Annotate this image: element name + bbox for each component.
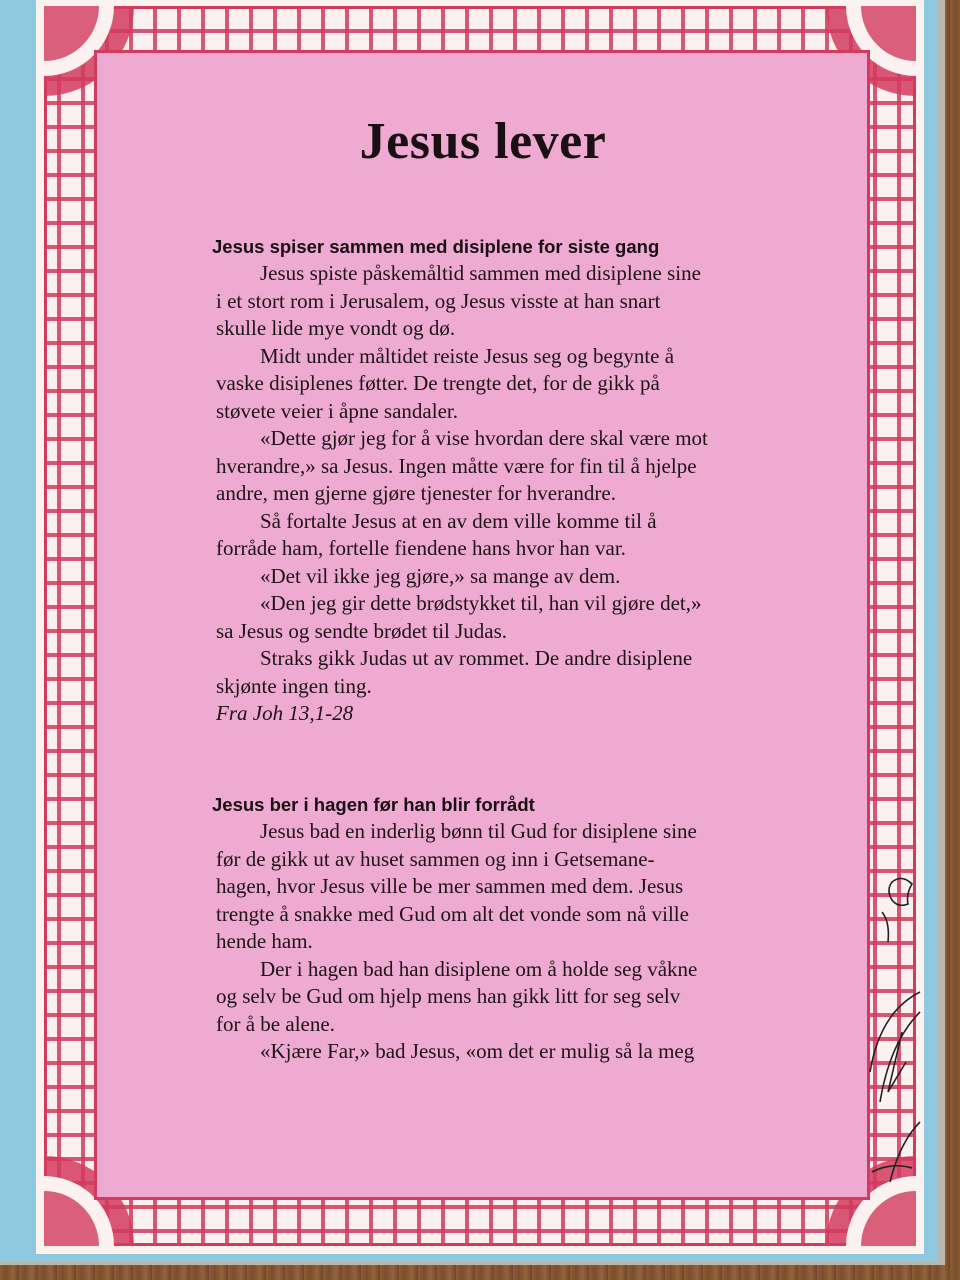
plant-illustration-icon [862, 872, 922, 1202]
text-line: hverandre,» sa Jesus. Ingen måtte være for fin til å hjelpe [216, 453, 697, 478]
text-line: forråde ham, fortelle fiendene hans hvor han var. [216, 536, 626, 560]
text-line: «Den jeg gir dette brødstykket til, han vil gjøre det,» [260, 591, 702, 615]
text-line: Så fortalte Jesus at en av dem ville komme til å [260, 508, 657, 533]
text-line: sa Jesus og sendte brødet til Judas. [216, 618, 508, 643]
section-body [118, 818, 848, 1066]
section-heading: Jesus spiser sammen med disiplene for siste gang [212, 236, 660, 257]
text-line: trengte å snakke med Gud om alt det vonde som nå ville [216, 901, 689, 926]
text-line: Midt under måltidet reiste Jesus seg og begynte å [260, 343, 675, 368]
text-line: Straks gikk Judas ut av rommet. De andre disiplene [260, 646, 693, 670]
text-line: andre, men gjerne gjøre tjenester for hverandre. [216, 481, 616, 505]
section-garden-prayer [118, 792, 848, 1066]
page-title: Jesus lever [359, 113, 607, 170]
text-line: Der i hagen bad han disiplene om å holde seg våkne [260, 956, 698, 981]
text-line: skulle lide mye vondt og dø. [216, 316, 456, 340]
text-line: før de gikk ut av huset sammen og inn i Getsemane- [216, 846, 655, 871]
text-line: vaske disiplenes føtter. De trengte det, for de gikk på [216, 371, 660, 395]
text-line: i et stort rom i Jerusalem, og Jesus visste at han snart [216, 288, 661, 313]
text-line: «Det vil ikke jeg gjøre,» sa mange av dem. [260, 563, 621, 588]
text-line: for å be alene. [216, 1011, 335, 1036]
text-line: Jesus spiste påskemåltid sammen med disiplene sine [260, 261, 701, 285]
text-line: hende ham. [216, 929, 313, 953]
page-content [118, 70, 848, 1063]
section-last-supper [118, 234, 848, 728]
text-line: skjønte ingen ting. [216, 673, 372, 698]
text-line: hagen, hvor Jesus ville be mer sammen med dem. Jesus [216, 874, 684, 898]
scripture-reference: Fra Joh 13,1-28 [216, 701, 354, 725]
text-line: Jesus bad en inderlig bønn til Gud for disiplene sine [260, 819, 697, 843]
text-line: «Kjære Far,» bad Jesus, «om det er mulig så la meg [260, 1039, 695, 1063]
text-line: «Dette gjør jeg for å vise hvordan dere skal være mot [260, 426, 708, 450]
text-line: og selv be Gud om hjelp mens han gikk litt for seg selv [216, 984, 681, 1008]
section-body [118, 260, 848, 700]
section-heading: Jesus ber i hagen før han blir forrådt [212, 794, 535, 815]
text-line: støvete veier i åpne sandaler. [216, 398, 458, 423]
